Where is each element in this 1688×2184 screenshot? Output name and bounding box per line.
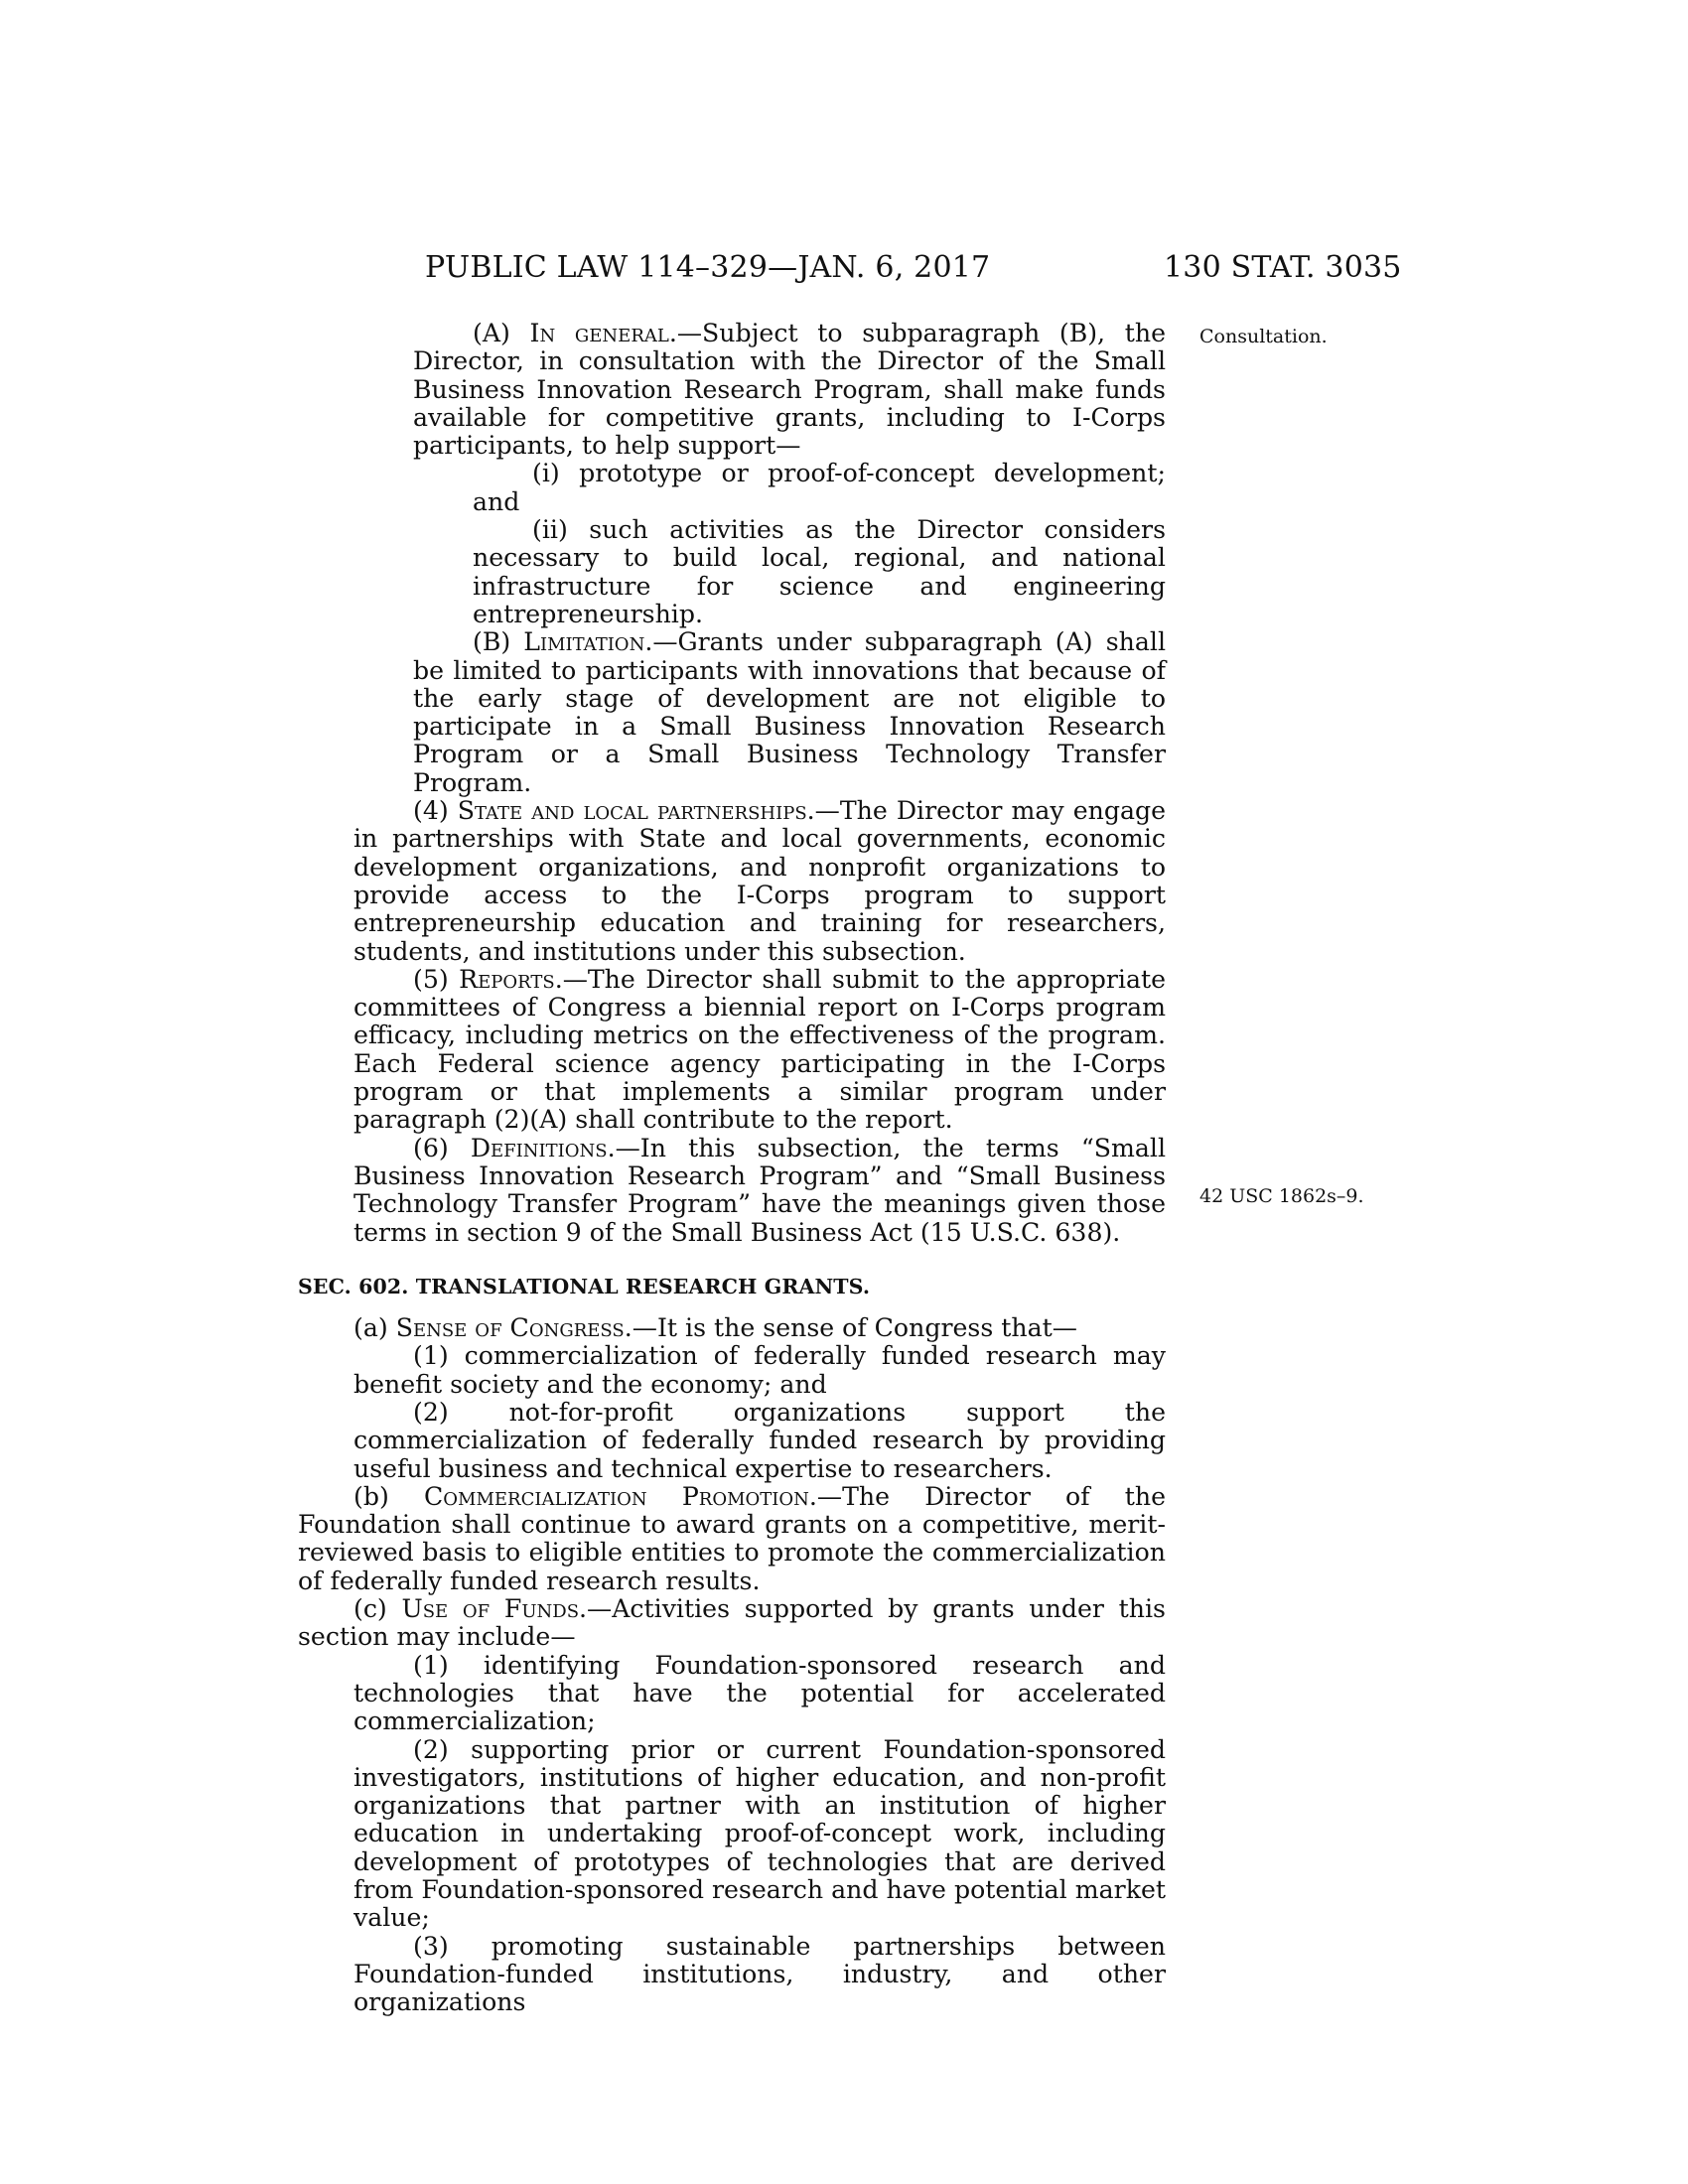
subsection-b-heading: Commercialization Promotion [423,1481,809,1511]
subsection-c: (c) Use of Funds.—Activities supported by grants under this section may include— [298,1594,1166,1652]
paragraph-6-heading: Definitions [470,1133,608,1162]
subparagraph-B-heading: Limitation [523,627,645,657]
subsection-a: (a) Sense of Congress.—It is the sense of Congress that— [353,1313,1077,1343]
subparagraph-A: (A) In general.—Subject to subparagraph (B), the Director, in consultation with the Director of the Small Business Innovation Research Program, shall make funds available for competitive grants, including to I-Corps participants, to help support— [413,319,1166,461]
paragraph-block [298,797,1166,1247]
subsection-c-paragraphs [298,1652,1166,2017]
subparagraph-block [298,320,1166,460]
page-reference: 130 STAT. 3035 [1164,250,1402,285]
subsection-a-2: (2) not-for-profit organizations support the commercialization of federally funded research by providing useful business and technical expertise to researchers. [353,1397,1166,1483]
body-text [298,320,1166,2017]
paragraph-5: (5) Reports.—The Director shall submit to the appropriate committees of Congress a biennial report on I-Corps program efficacy, including metrics on the effectiveness of the program. Each Federal science agency participating in the I-Corps program or that implements a similar program under paragraph (2)(A) shall contribute to the report. [353,964,1167,1135]
clause-ii: (ii) such activities as the Director considers necessary to build local, regional, and national infrastructure for science and engineering entrepreneurship. [473,515,1166,628]
paragraph-6: (6) Definitions.—In this subsection, the terms “Small Business Innovation Research Program” and “Small Business Technology Transfer Program” have the meanings given those terms in section 9 of the Small Business Act (15 U.S.C. 638). [353,1133,1167,1247]
margin-note-usc-citation: 42 USC 1862s–9. [1199,1185,1364,1207]
paragraph-4-heading: State and local partnerships [457,796,807,826]
clause-block [298,460,1166,628]
subparagraph-block-b [298,628,1166,797]
section-heading: SEC. 602. TRANSLATIONAL RESEARCH GRANTS. [298,1274,871,1298]
subparagraph-B: (B) Limitation.—Grants under subparagraph (A) shall be limited to participants with innovations that because of the early stage of development are not eligible to participate in a Small Business Innovation Research Program or a Small Business Technology Transfer Program. [413,627,1167,797]
subsection-a-paragraphs [298,1342,1166,1482]
subsection-b: (b) Commercialization Promotion.—The Director of the Foundation shall continue to award grants on a competitive, merit-reviewed basis to eligible entities to promote the commercialization of federally funded research results. [298,1481,1166,1595]
subsection-c-1: (1) identifying Foundation-sponsored research and technologies that have the potential for accelerated commercialization; [353,1650,1166,1736]
subparagraph-A-heading: In general [529,319,669,347]
paragraph-4: (4) State and local partnerships.—The Director may engage in partnerships with State and local governments, economic development organizations, and nonprofit organizations to provide access to the I-Corps program to support entrepreneurship education and training for researchers, students, and institutions under this subsection. [353,796,1167,966]
running-head: PUBLIC LAW 114–329—JAN. 6, 2017 [425,250,991,285]
subsection-a-heading: Sense of Congress [395,1313,625,1343]
subsection-block [298,1314,1166,1342]
subsection-c-3: (3) promoting sustainable partnerships between Foundation-funded institutions, industry, and other organizations [353,1931,1166,2017]
subsection-c-heading: Use of Funds [401,1594,580,1624]
subsection-block-bc [298,1483,1166,1652]
subsection-a-1: (1) commercialization of federally funded research may benefit society and the economy; and [353,1341,1166,1399]
margin-note-consultation: Consultation. [1199,326,1328,347]
clause-i: (i) prototype or proof-of-concept development; and [473,459,1166,516]
paragraph-5-heading: Reports [459,964,555,994]
subsection-c-2: (2) supporting prior or current Foundation-sponsored investigators, institutions of higher education, and non-profit organizations that partner with an institution of higher education in undertaking proof-of-concept work, including development of prototypes of technologies that are derived from Foundation-sponsored research and have potential market value; [353,1734,1166,1933]
